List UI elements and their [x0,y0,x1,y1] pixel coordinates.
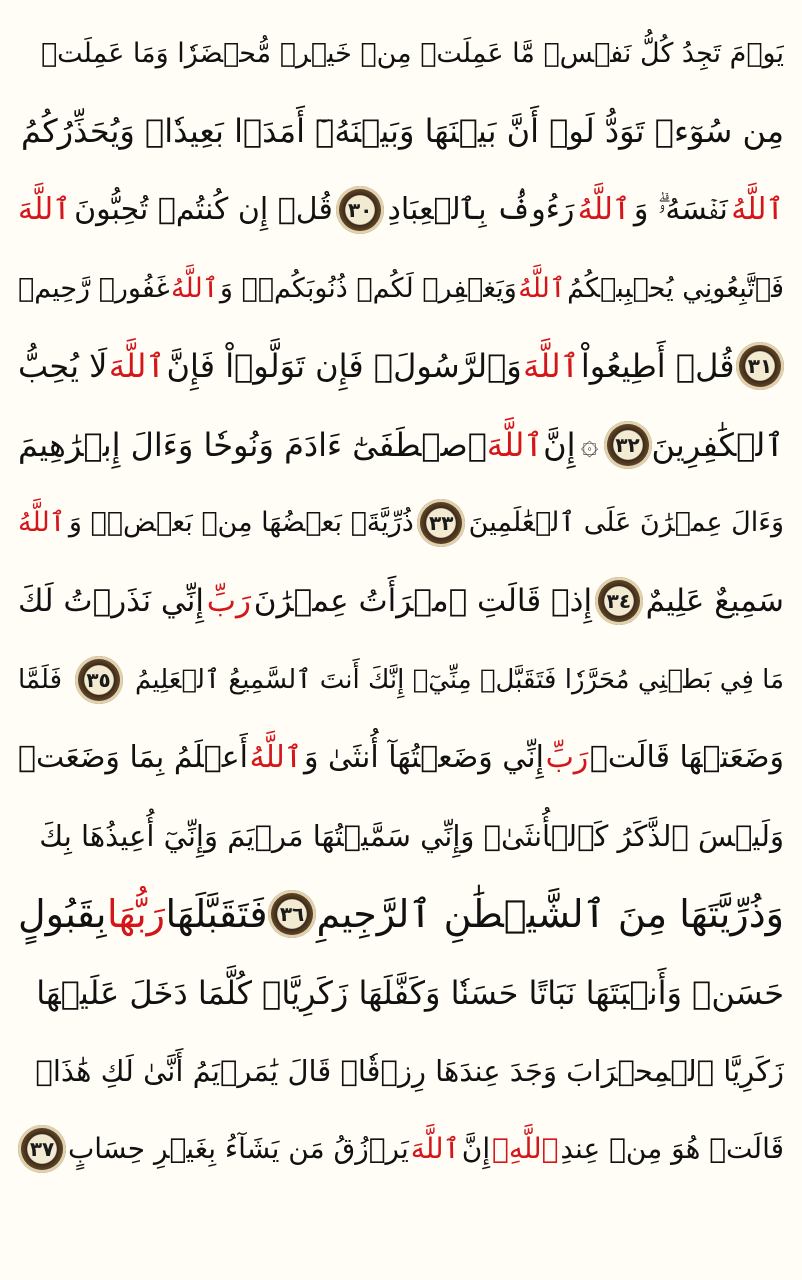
ayah-number-marker [75,656,123,704]
verse-text: قَالَتۡ هُوَ مِنۡ عِندِ [560,1132,784,1166]
divine-name-text: ٱللَّهُ [731,191,784,227]
verse-text: لَا يُحِبُّ [18,347,108,386]
verse-text: وَذُرِّيَّتَهَا مِنَ ٱلشَّيۡطَٰنِ ٱلرَّجِيمِ [316,892,784,937]
verse-text: وَيَغۡفِرۡ لَكُمۡ ذُنُوبَكُمۡۚ وَ [219,272,517,304]
verse-text: مَا فِي بَطۡنِي مُحَرَّرٗا فَتَقَبَّلۡ مِنِّيٓۖ إِنَّكَ أَنتَ ٱلسَّمِيعُ ٱلۡعَلِيمُ [135,664,784,695]
text-line [18,640,784,718]
ayah-number-marker [595,577,643,625]
text-line [18,1110,784,1188]
verse-text: زَكَرِيَّا ٱلۡمِحۡرَابَ وَجَدَ عِندَهَا رِزۡقٗاۖ قَالَ يَٰمَرۡيَمُ أَنَّىٰ لَكِ هَٰذَاۖ [35,1053,784,1088]
ayah-number: ٣١ [747,354,773,379]
verse-text: يَرۡزُقُ مَن يَشَآءُ بِغَيۡرِ حِسَابٍ [67,1132,409,1166]
divine-name-text: ٱللَّهُ [518,272,566,304]
verse-text: أَعۡلَمُ بِمَا وَضَعَتۡ [18,739,248,775]
ayah-number-marker [18,1125,66,1173]
ayah-number: ٣٥ [86,667,111,692]
verse-text: غَفُورٞ رَّحِيمٞ [18,272,170,304]
divine-name-text: ٱللَّهَ [410,1132,460,1166]
text-line [18,171,784,249]
verse-text: رَءُوفُۢ بِٱلۡعِبَادِ [387,191,575,227]
verse-text: يَوۡمَ تَجِدُ كُلُّ نَفۡسٖ مَّا عَمِلَتۡ مِنۡ خَيۡرٖ مُّحۡضَرٗا وَمَا عَمِلَتۡ [40,37,784,69]
verse-text: إِنَّ [543,425,576,464]
ayah-number-marker [736,342,784,390]
verse-text: حَسَنٖ وَأَنۢبَتَهَا نَبَاتًا حَسَنٗا وَكَفَّلَهَا زَكَرِيَّاۖ كُلَّمَا دَخَلَ عَلَيۡهَا [36,973,784,1012]
text-line [18,719,784,797]
divine-name-text: ٱللَّهُ [577,191,631,227]
ayah-number: ٣٧ [29,1137,55,1162]
ayah-number: ٣٢ [615,432,640,457]
divine-name-text: ٱللَّهَ [486,425,544,464]
divine-name-text: ٱللَّهُ [18,507,66,539]
text-line [18,249,784,327]
ayah-number-marker [604,421,652,469]
verse-text: وَضَعَتۡهَا قَالَتۡ [589,739,784,775]
divine-name-text: رَبِّ [545,739,589,775]
verse-text: فَتَقَبَّلَهَا [165,892,268,937]
verse-text: بِقَبُولٍ [18,892,107,937]
text-line [18,954,784,1032]
text-line [18,327,784,405]
verse-text: وَٱلرَّسُولَۖ فَإِن تَوَلَّوۡاْ فَإِنَّ [166,347,522,386]
text-line [18,1032,784,1110]
verse-text: نَفۡسَهُۥۗ وَ [633,191,728,227]
ayah-number: ٣٤ [606,589,632,614]
divine-name-text: رَبُّهَا [107,892,166,937]
text-line [18,405,784,483]
ayah-number: ٣٦ [279,902,305,927]
divine-name-text: ٱللَّهُ [171,272,219,304]
verse-text: ٱصۡطَفَىٰٓ ءَادَمَ وَنُوحٗا وَءَالَ إِبۡرَٰهِيمَ [18,425,487,464]
ayah-number-marker [268,890,316,938]
ayah-number: ٣٠ [347,197,373,222]
verse-text: فَٱتَّبِعُونِي يُحۡبِبۡكُمُ [567,272,784,304]
divine-name-text: ٱللَّهُ [249,739,303,775]
verse-text: قُلۡ إِن كُنتُمۡ تُحِبُّونَ [74,191,333,227]
hizb-marker-icon: ۞ [580,426,599,462]
text-line [18,797,784,875]
divine-name-text: رَبِّ [206,582,251,619]
verse-text: مِن سُوٓءٖ تَوَدُّ لَوۡ أَنَّ بَيۡنَهَا وَبَيۡنَهُۥٓ أَمَدَۢا بَعِيدٗاۗ وَيُحَذِّرُكُمُ [21,112,784,151]
ayah-number: ٣٣ [429,510,454,535]
verse-text: ٱلۡكَٰفِرِينَ [651,425,784,464]
verse-text: إِنَّ [461,1132,491,1166]
verse-text: وَلَيۡسَ ٱلذَّكَرُ كَٱلۡأُنثَىٰۖ وَإِنِّي سَمَّيۡتُهَا مَرۡيَمَ وَإِنِّيٓ أُعِيذُهَا بِكَ [39,818,784,853]
text-line [18,562,784,640]
verse-text: إِنِّي وَضَعۡتُهَآ أُنثَىٰ وَ [303,739,544,775]
verse-text: وَءَالَ عِمۡرَٰنَ عَلَى ٱلۡعَٰلَمِينَ [468,507,784,539]
verse-text: ذُرِّيَّةَۢ بَعۡضُهَا مِنۢ بَعۡضٖۗ وَ [68,507,414,539]
text-line [18,14,784,92]
verse-text: فَلَمَّا [18,664,63,695]
text-line [18,92,784,170]
verse-text: إِنِّي نَذَرۡتُ لَكَ [18,582,205,619]
divine-name-text: ٱللَّهَ [523,347,580,386]
divine-name-text: ٱللَّهَ [108,347,166,386]
verse-text: قُلۡ أَطِيعُواْ [580,347,735,386]
verse-text: إِذۡ قَالَتِ ٱمۡرَأَتُ عِمۡرَٰنَ [253,582,593,619]
divine-name-text: ٱللَّهِۖ [492,1132,559,1166]
ayah-number-marker [336,186,384,234]
text-line [18,875,784,953]
text-line [18,484,784,562]
divine-name-text: ٱللَّهَ [18,191,71,227]
verse-text: سَمِيعٌ عَلِيمٌ [645,582,784,619]
ayah-number-marker [417,499,465,547]
